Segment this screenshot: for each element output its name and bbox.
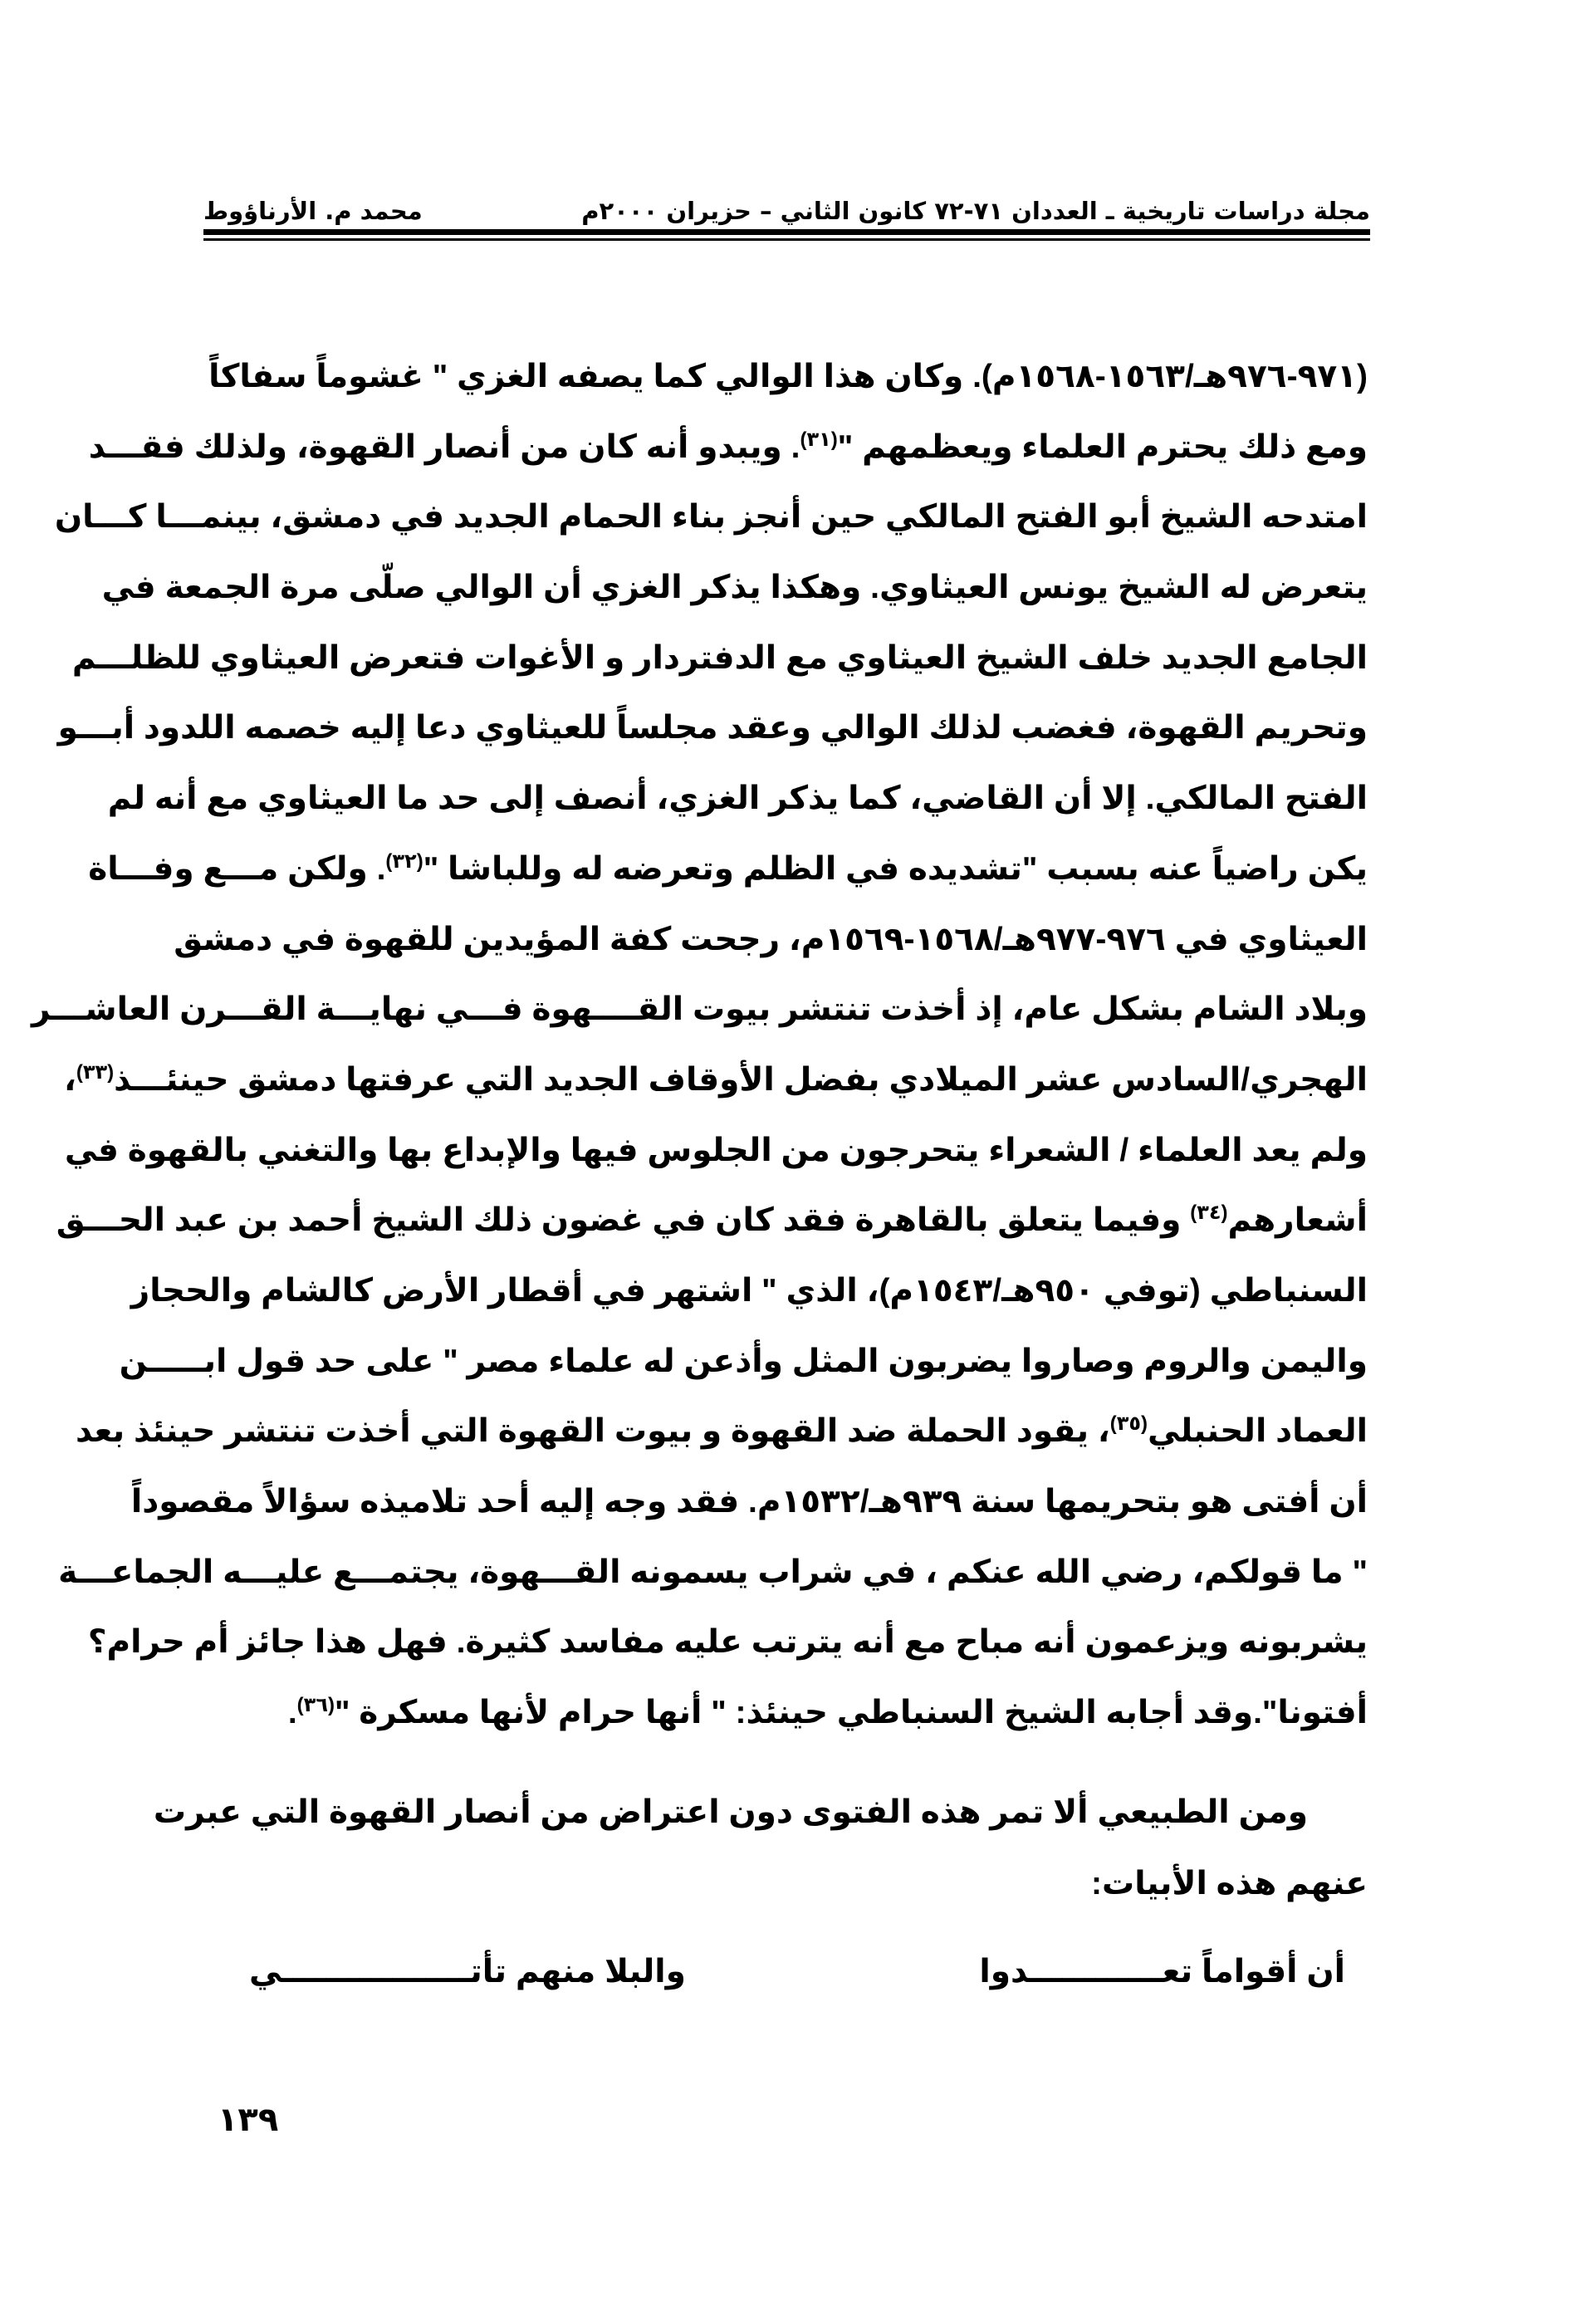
text-line: يكن راضياً عنه بسبب "تشديده في الظلم وتعرضه له وللباشا "$^{(٣٢)}$. ولكن مـــع وفـــاة xyxy=(88,849,1368,887)
text-line: الفتح المالكي. إلا أن القاضي، كما يذكر الغزي، أنصف إلى حد ما العيثاوي مع أنه لم xyxy=(107,781,1368,817)
text-line: " ما قولكم، رضي الله عنكم ، في شراب يسمونه القـــهوة، يجتمـــع عليـــه الجماعـــة xyxy=(58,1554,1368,1590)
body-paragraph-1 xyxy=(32,342,1368,1749)
text-line: السنباطي (توفي ٩٥٠هـ/١٥٤٣م)، الذي " اشتهر في أقطار الأرض كالشام والحجاز xyxy=(130,1272,1368,1309)
article-author: محمد م. الأرناؤوط xyxy=(203,197,423,225)
text-line: أن أفتى هو بتحريمها سنة ٩٣٩هـ/١٥٣٢م. فقد وجه إليه أحد تلاميذه سؤالاً مقصوداً xyxy=(130,1484,1368,1520)
text-line: يتعرض له الشيخ يونس العيثاوي. وهكذا يذكر الغزي أن الوالي صلّى مرة الجمعة في xyxy=(101,570,1368,606)
footnote-ref-35: (٣٥) xyxy=(1109,1412,1148,1436)
footnote-ref-33: (٣٣) xyxy=(76,1060,115,1084)
poem-verse xyxy=(249,1947,1345,1997)
footnote-ref-32: (٣٢) xyxy=(385,849,423,873)
text-line: أشعارهم$^{(٣٤)}$ وفيما يتعلق بالقاهرة فقد كان في غضون ذلك الشيخ أحمد بن عبد الحـــق xyxy=(56,1202,1368,1239)
text-line: الجامع الجديد خلف الشيخ العيثاوي مع الدفتردار و الأغوات فتعرض العيثاوي للظلـــم xyxy=(71,639,1368,676)
text-line: عنهم هذه الأبيات: xyxy=(1091,1866,1368,1901)
page-number: ١٣٩ xyxy=(218,2101,279,2139)
footnote-ref-34: (٣٤) xyxy=(1190,1202,1228,1225)
text-line: ومع ذلك يحترم العلماء ويعظمهم "$^{(٣١)}$. ويبدو أنه كان من أنصار القهوة، ولذلك فقـــد xyxy=(88,428,1368,465)
text-line: امتدحه الشيخ أبو الفتح المالكي حين أنجز بناء الحمام الجديد في دمشق، بينمـــا كـــان xyxy=(54,499,1368,536)
text-line: أفتونا".وقد أجابه الشيخ السنباطي حينئذ: " أنها حرام لأنها مسكرة "$^{(٣٦)}$. xyxy=(287,1694,1368,1731)
text-line: ولم يعد العلماء / الشعراء يتحرجون من الجلوس فيها والإبداع بها والتغني بالقهوة في xyxy=(64,1132,1368,1168)
text-line: ومن الطبيعي ألا تمر هذه الفتوى دون اعتراض من أنصار القهوة التي عبرت xyxy=(153,1794,1308,1830)
text-line: (٩٧١-٩٧٦هـ/١٥٦٣-١٥٦٨م). وكان هذا الوالي كما يصفه الغزي " غشوماً سفاكاً xyxy=(208,359,1368,394)
text-line: وتحريم القهوة، فغضب لذلك الوالي وعقد مجلساً للعيثاوي دعا إليه خصمه اللدود أبـــو xyxy=(57,710,1368,746)
verse-first-hemistich: أن أقواماً تعــــــــــــدوا xyxy=(979,1954,1345,1990)
text-line: واليمن والروم وصاروا يضربون المثل وأذعن له علماء مصر " على حد قول ابـــــن xyxy=(119,1343,1368,1379)
header-rule-thin xyxy=(203,238,1370,241)
footnote-ref-36: (٣٦) xyxy=(296,1694,335,1717)
running-header xyxy=(203,189,1370,228)
header-rule-thick xyxy=(203,229,1370,235)
text-line: وبلاد الشام بشكل عام، إذ أخذت تنتشر بيوت القــــهوة فـــي نهايـــة القـــرن العاشـــر xyxy=(32,991,1368,1028)
text-line: العماد الحنبلي$^{(٣٥)}$، يقود الحملة ضد القهوة و بيوت القهوة التي أخذت تنتشر حينئذ بعد xyxy=(75,1412,1368,1450)
journal-title: مجلة دراسات تاريخية ـ العددان ٧١-٧٢ كانون الثاني – حزيران ٢٠٠٠م xyxy=(581,197,1370,225)
text-line: العيثاوي في ٩٧٦-٩٧٧هـ/١٥٦٨-١٥٦٩م، رجحت كفة المؤيدين للقهوة في دمشق xyxy=(174,921,1368,957)
text-line: الهجري/السادس عشر الميلادي بفضل الأوقاف الجديد التي عرفتها دمشق حينئـــذ$^{(٣٣)}$، xyxy=(64,1060,1368,1098)
text-line: يشربونه ويزعمون أنه مباح مع أنه يترتب عليه مفاسد كثيرة. فهل هذا جائز أم حرام؟ xyxy=(87,1624,1368,1661)
verse-second-hemistich: والبلا منهم تأتـــــــــــــــــي xyxy=(249,1954,686,1990)
body-paragraph-2 xyxy=(153,1777,1368,1920)
footnote-ref-31: (٣١) xyxy=(800,428,838,451)
